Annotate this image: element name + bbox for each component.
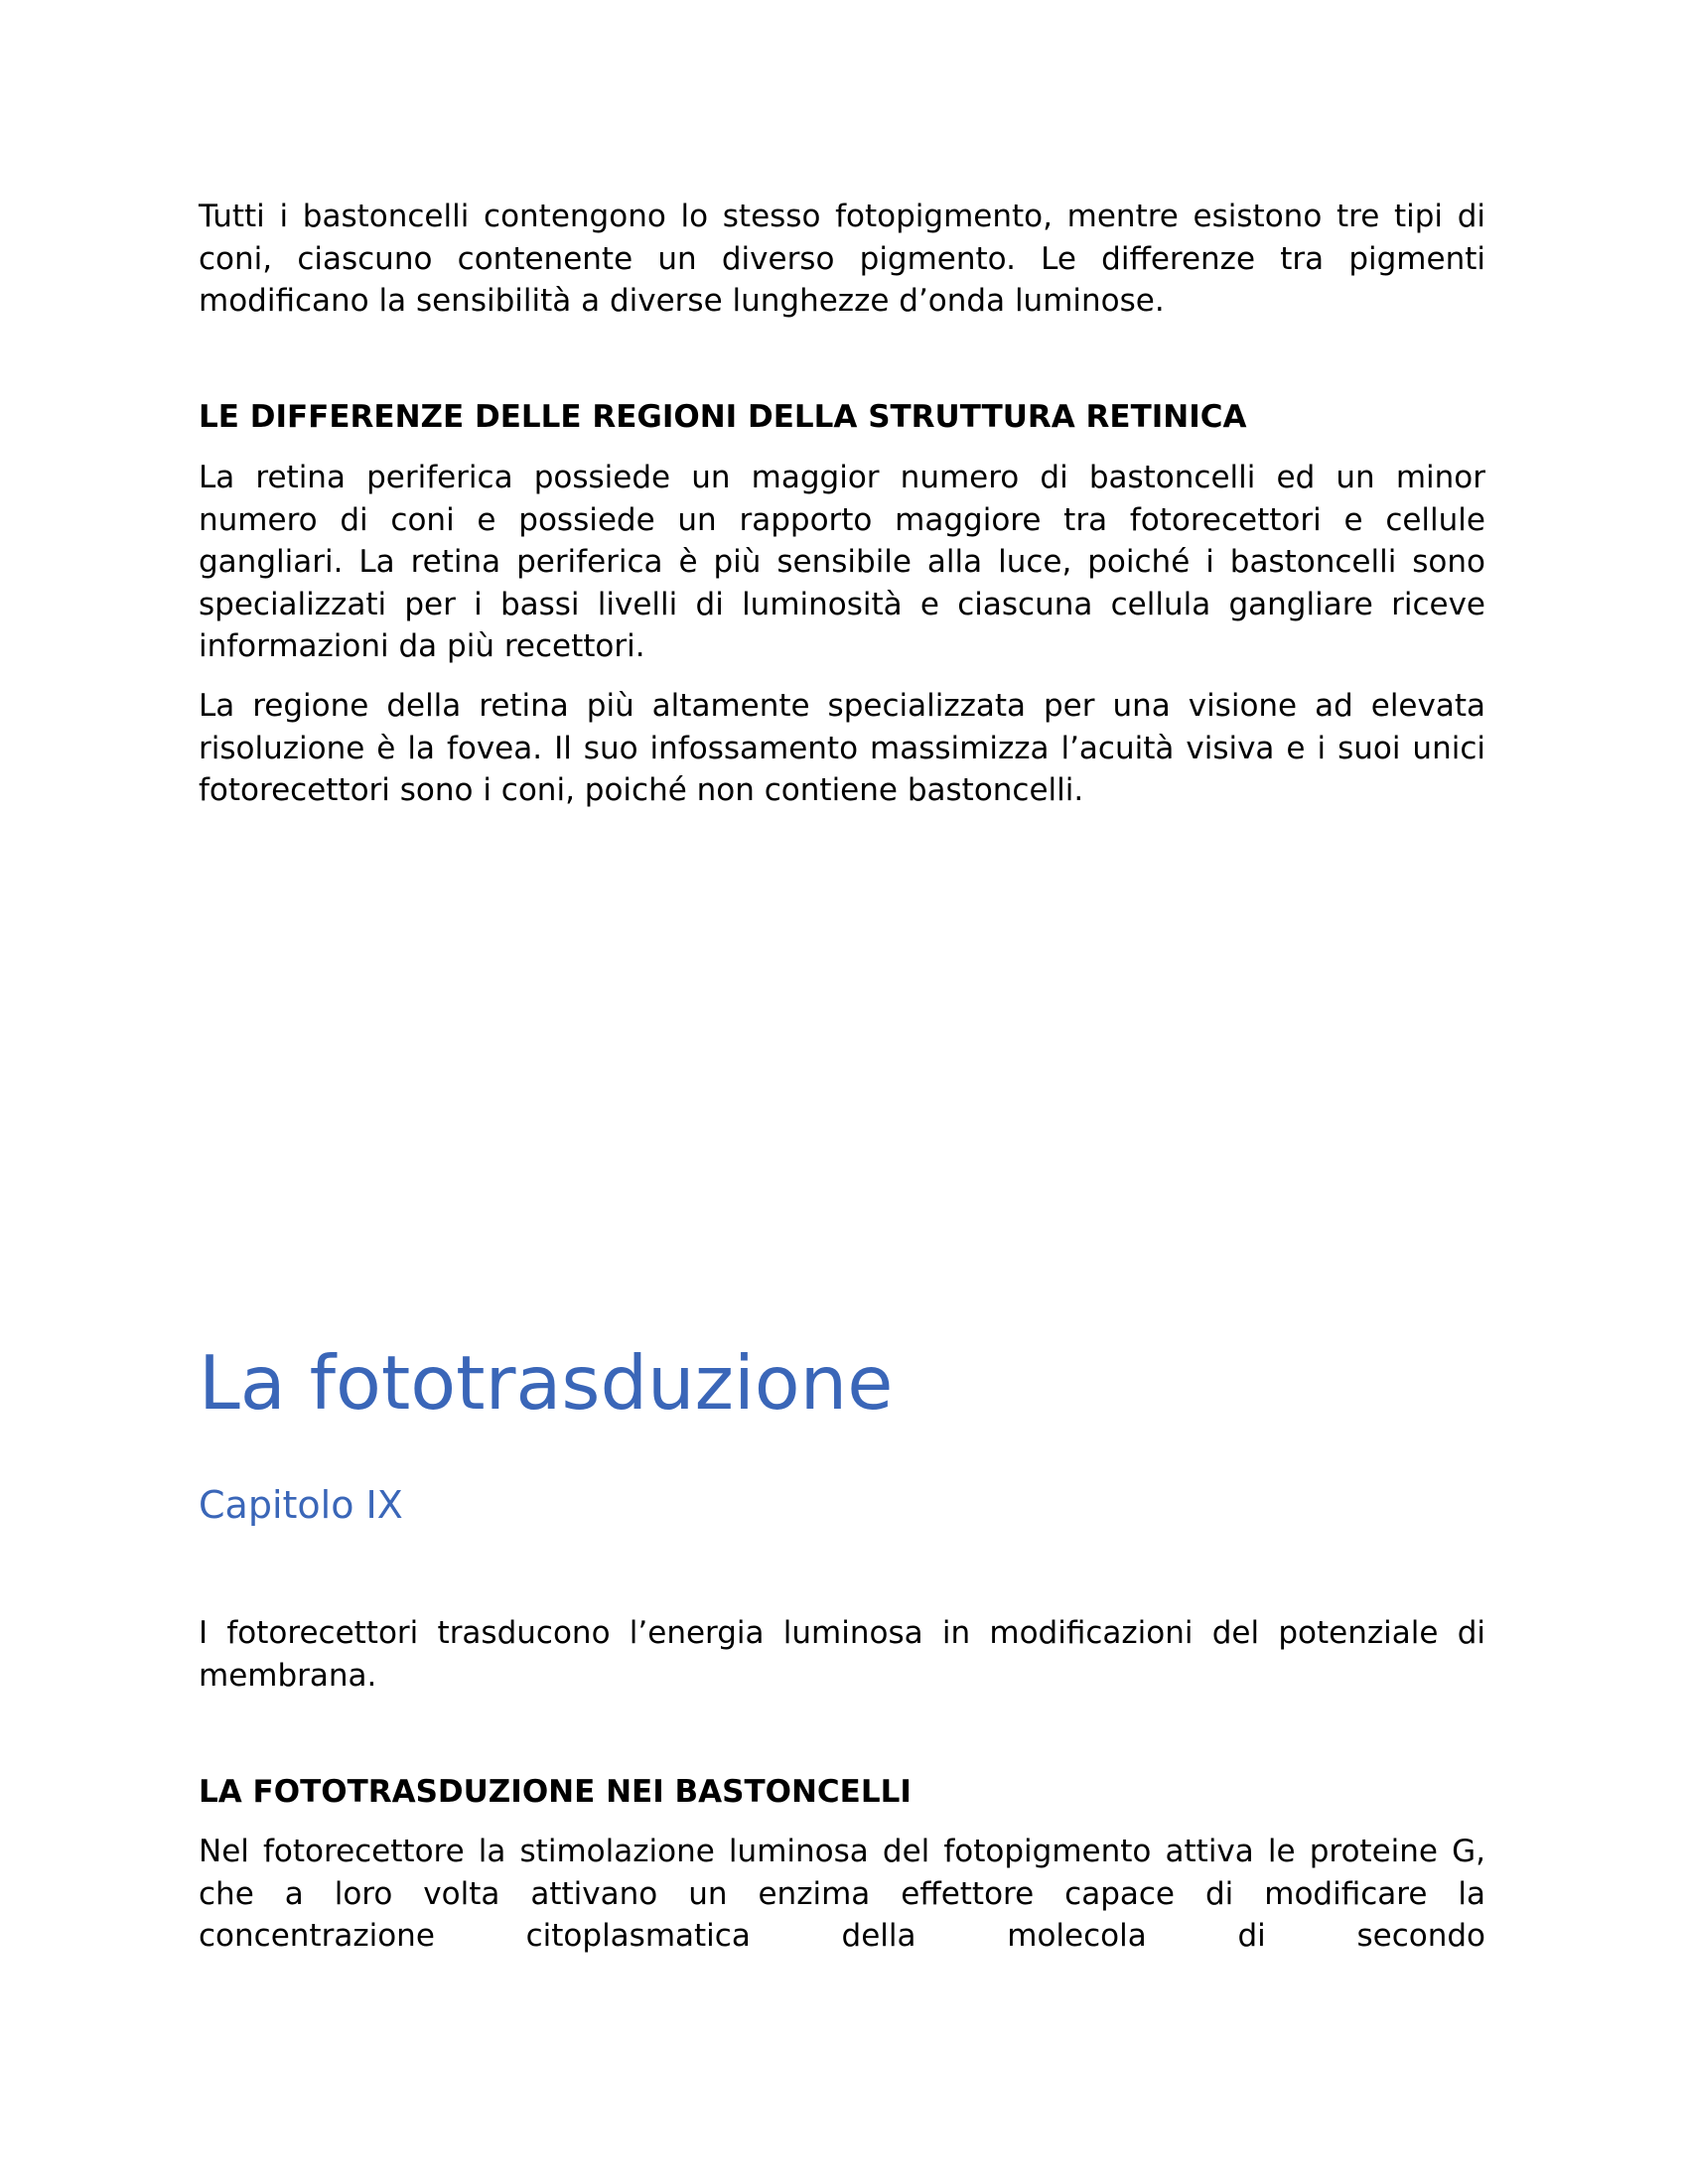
- section-heading-rods: LA FOTOTRASDUZIONE NEI BASTONCELLI: [199, 1774, 912, 1810]
- chapter-subtitle: Capitolo IX: [199, 1483, 403, 1527]
- section-retina-body-2: [199, 685, 1485, 812]
- section-rods: [199, 1771, 1485, 1813]
- section-rods-body: [199, 1831, 1485, 1958]
- retina-paragraph-1: La retina periferica possiede un maggior numero di bastoncelli ed un minor numero di coni e possiede un rapporto maggiore tra fotorecettori e cellule gangliari. La retina periferica è più sensibile alla luce, poiché i bastoncelli sono specializzati per i bassi livelli di luminosità e ciascuna cellula gangliare riceve informazioni da più recettori.: [199, 460, 1485, 664]
- chapter-subtitle-block: [199, 1481, 1485, 1529]
- intro-block: [199, 196, 1485, 323]
- rods-paragraph: Nel fotorecettore la stimolazione luminosa del fotopigmento attiva le proteine G, che a loro volta attivano un enzima effettore capace di modificare la concentrazione citoplasmatica della molecola di secondo: [199, 1834, 1485, 1954]
- chapter-header: [199, 1338, 1485, 1428]
- section-retina-body: [199, 457, 1485, 668]
- intro-paragraph: Tutti i bastoncelli contengono lo stesso fotopigmento, mentre esistono tre tipi di coni, ciascuno contenente un diverso pigmento. Le differenze tra pigmenti modificano la sensibilità a diverse lunghezze d’onda luminose.: [199, 199, 1485, 319]
- section-heading-retina: LE DIFFERENZE DELLE REGIONI DELLA STRUTTURA RETINICA: [199, 399, 1247, 435]
- chapter-intro-block: [199, 1612, 1485, 1697]
- chapter-intro-paragraph: I fotorecettori trasducono l’energia luminosa in modificazioni del potenziale di membrana.: [199, 1615, 1485, 1694]
- chapter-title: La fototrasduzione: [199, 1339, 894, 1427]
- section-retina: [199, 396, 1485, 438]
- retina-paragraph-2: La regione della retina più altamente specializzata per una visione ad elevata risoluzione è la fovea. Il suo infossamento massimizza l’acuità visiva e i suoi unici fotorecettori sono i coni, poiché non contiene bastoncelli.: [199, 688, 1485, 808]
